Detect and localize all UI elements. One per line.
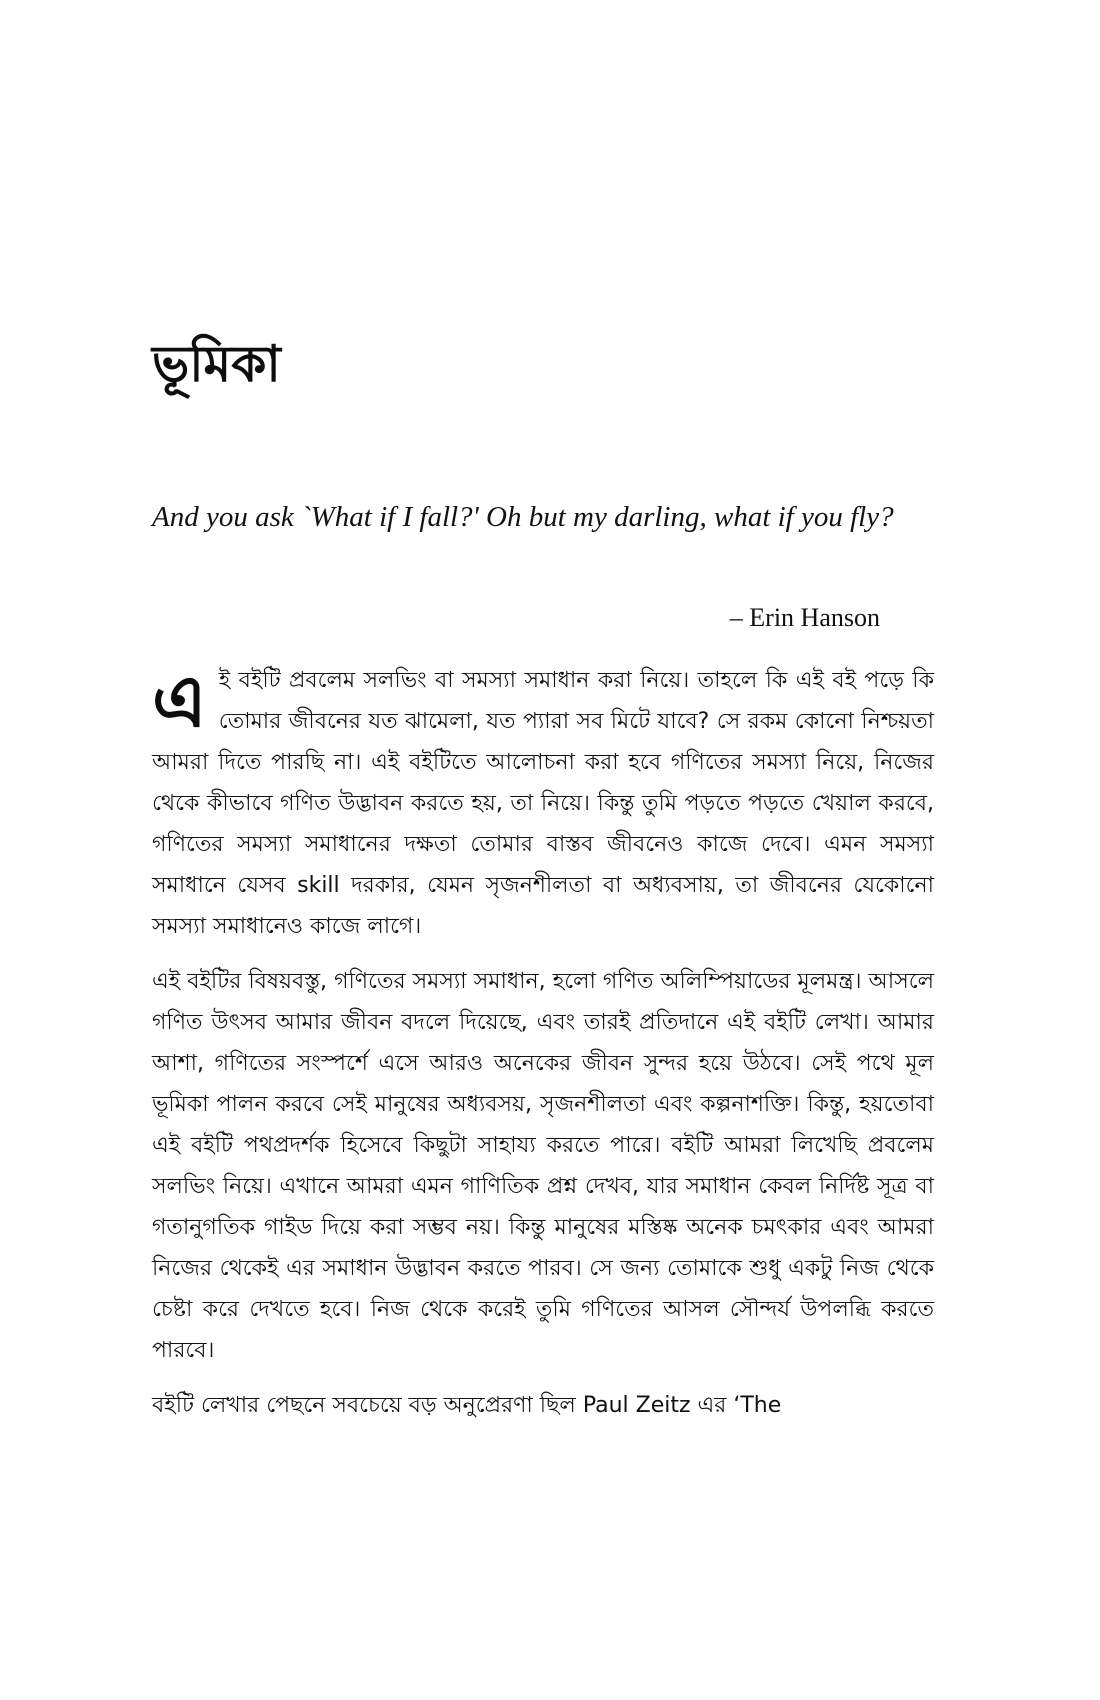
epigraph-attribution: – Erin Hanson <box>729 603 880 632</box>
drop-cap: এ <box>152 659 207 743</box>
epigraph-quote: And you ask `What if I fall?' Oh but my darling, what if you fly? <box>152 501 894 533</box>
paragraph-2: এই বইটির বিষয়বস্তু, গণিতের সমস্যা সমাধান, হলো গণিত অলিম্পিয়াডের মূলমন্ত্র। আসলে গণিত উৎসব আমার জীবন বদলে দিয়েছে, এবং তারই প্রতিদানে এই বইটি লেখা। আমার আশা, গণিতের সংস্পর্শে এসে আরও অনেকের জীবন সুন্দর হয়ে উঠবে। সেই পথে মূল ভূমিকা পালন করবে সেই মানুষের অধ্যবসয়, সৃজনশীলতা এবং কল্পনাশক্তি। কিন্তু, হয়তোবা এই বইটি পথপ্রদর্শক হিসেবে কিছুটা সাহায্য করতে পারে। বইটি আমরা লিখেছি প্রবলেম সলভিং নিয়ে। এখানে আমরা এমন গাণিতিক প্রশ্ন দেখব, যার সমাধান কেবল নির্দিষ্ট সূত্র বা গতানুগতিক গাইড দিয়ে করা সম্ভব নয়। কিন্তু মানুষের মস্তিষ্ক অনেক চমৎকার এবং আমরা নিজের থেকেই এর সমাধান উদ্ভাবন করতে পারব। সে জন্য তোমাকে শুধু একটু নিজ থেকে চেষ্টা করে দেখতে হবে। নিজ থেকে করেই তুমি গণিতের আসল সৌন্দর্য উপলব্ধি করতে পারবে। <box>152 969 934 1363</box>
paragraph-3: বইটি লেখার পেছনে সবচেয়ে বড় অনুপ্রেরণা ছিল Paul Zeitz এর ‘The <box>152 1393 782 1418</box>
body-text <box>152 660 934 1426</box>
paragraph-1 <box>152 660 934 947</box>
chapter-title: ভূমিকা <box>152 334 281 393</box>
paragraph-1-text: ই বইটি প্রবলেম সলভিং বা সমস্যা সমাধান করা নিয়ে। তাহলে কি এই বই পড়ে কি তোমার জীবনের যত ঝামেলা, যত প্যারা সব মিটে যাবে? সে রকম কোনো নিশ্চয়তা আমরা দিতে পারছি না। এই বইটিতে আলোচনা করা হবে গণিতের সমস্যা নিয়ে, নিজের থেকে কীভাবে গণিত উদ্ভাবন করতে হয়, তা নিয়ে। কিন্তু তুমি পড়তে পড়তে খেয়াল করবে, গণিতের সমস্যা সমাধানের দক্ষতা তোমার বাস্তব জীবনেও কাজে দেবে। এমন সমস্যা সমাধানে যেসব skill দরকার, যেমন সৃজনশীলতা বা অধ্যবসায়, তা জীবনের যেকোনো সমস্যা সমাধানেও কাজে লাগে। <box>152 668 934 939</box>
